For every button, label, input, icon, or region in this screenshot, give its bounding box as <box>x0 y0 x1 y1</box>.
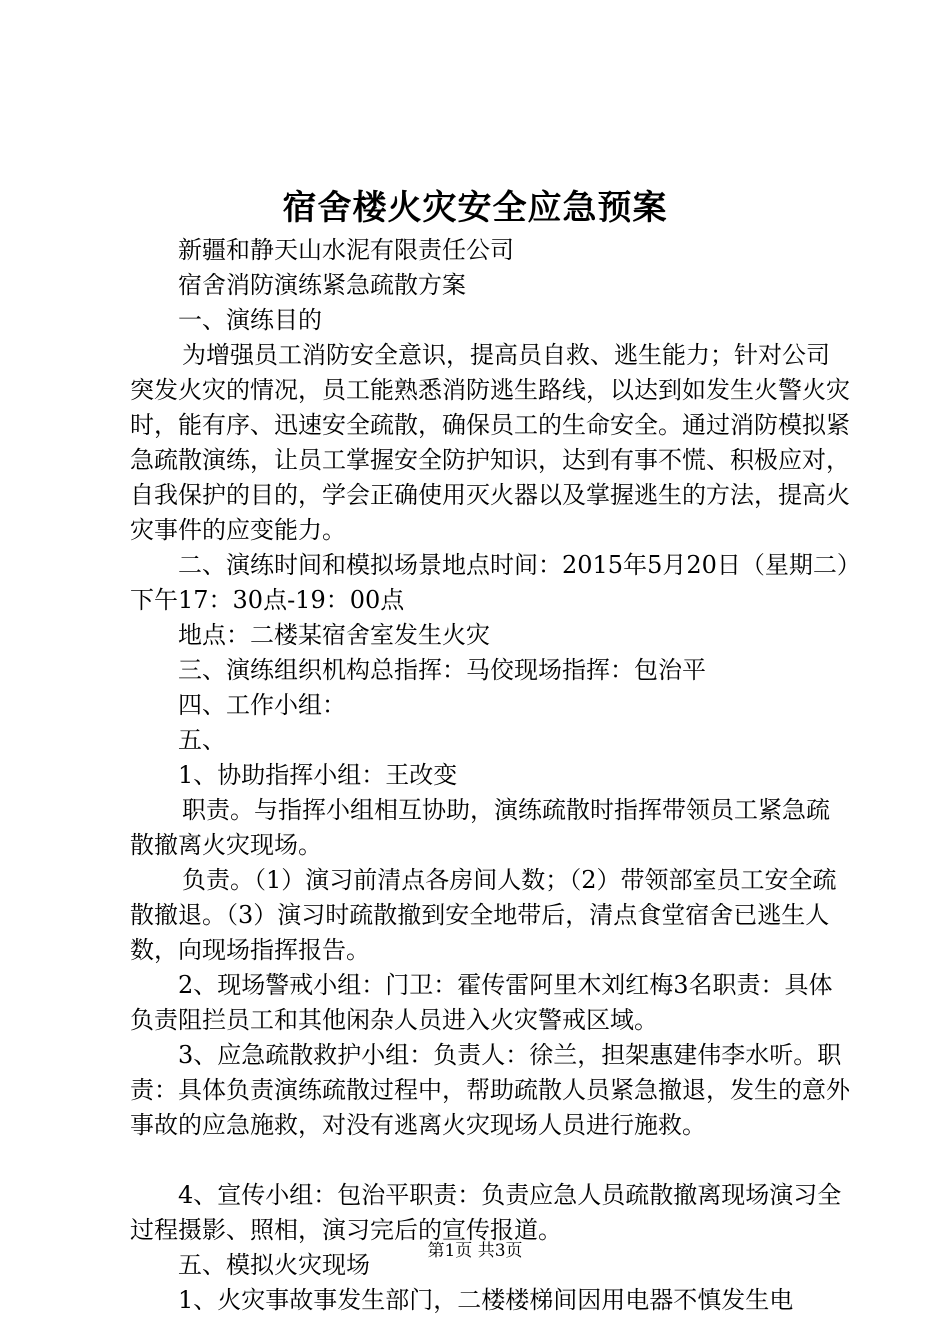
section-heading-five: 五、 <box>178 726 226 754</box>
paragraph-assist-responsibility: 负责。（1）演习前清点各房间人数；（2）带领部室员工安全疏散撤退。（3）演习时疏散撤到安全地带后，清点食堂宿舍已逃生人数，向现场指挥报告。 <box>130 866 837 964</box>
paragraph-organization: 三、演练组织机构总指挥：马佼现场指挥：包治平 <box>178 656 706 684</box>
paragraph-assist-duty: 职责。与指挥小组相互协助，演练疏散时指挥带领员工紧急疏散撤离火灾现场。 <box>130 796 830 859</box>
page-number: 第1页 共3页 <box>427 1241 523 1261</box>
paragraph-location: 地点：二楼某宿舍室发生火灾 <box>178 621 490 649</box>
section-heading-purpose: 一、演练目的 <box>178 306 322 334</box>
document-body <box>130 233 850 1318</box>
plan-subtitle: 宿舍消防演练紧急疏散方案 <box>178 271 466 299</box>
section-heading-workgroups: 四、工作小组： <box>178 691 346 719</box>
paragraph-publicity-group: 4、宣传小组：包治平职责：负责应急人员疏散撤离现场演习全过程摄影、照相，演习完后的宣传报道。 <box>130 1181 842 1244</box>
paragraph-guard-group: 2、现场警戒小组：门卫：霍传雷阿里木刘红梅3名职责：具体负责阻拦员工和其他闲杂人员进入火灾警戒区域。 <box>130 971 833 1034</box>
paragraph-purpose: 为增强员工消防安全意识，提高员自救、逃生能力；针对公司突发火灾的情况，员工能熟悉消防逃生路线，以达到如发生火警火灾时，能有序、迅速安全疏散，确保员工的生命安全。通过消防模拟紧急疏散演练，让员工掌握安全防护知识，达到有事不慌、积极应对，自我保护的目的，学会正确使用灭火器以及掌握逃生的方法，提高火灾事件的应变能力。 <box>130 341 850 544</box>
document-title: 宿舍楼火灾安全应急预案 <box>282 188 668 228</box>
paragraph-time: 二、演练时间和模拟场景地点时间：2015年5月20日（星期二）下午17：30点-19：00点 <box>130 551 849 614</box>
paragraph-assist-group: 1、协助指挥小组：王改变 <box>178 761 458 789</box>
company-name: 新疆和静天山水泥有限责任公司 <box>178 236 514 264</box>
section-heading-simulation: 五、模拟火灾现场 <box>178 1251 370 1279</box>
paragraph-simulation-1: 1、火灾事故事发生部门，二楼楼梯间因用电器不慎发生电 <box>178 1286 794 1314</box>
paragraph-rescue-group: 3、应急疏散救护小组：负责人：徐兰，担架惠建伟李水听。职责：具体负责演练疏散过程中，帮助疏散人员紧急撤退，发生的意外事故的应急施救，对没有逃离火灾现场人员进行施救。 <box>130 1041 850 1139</box>
